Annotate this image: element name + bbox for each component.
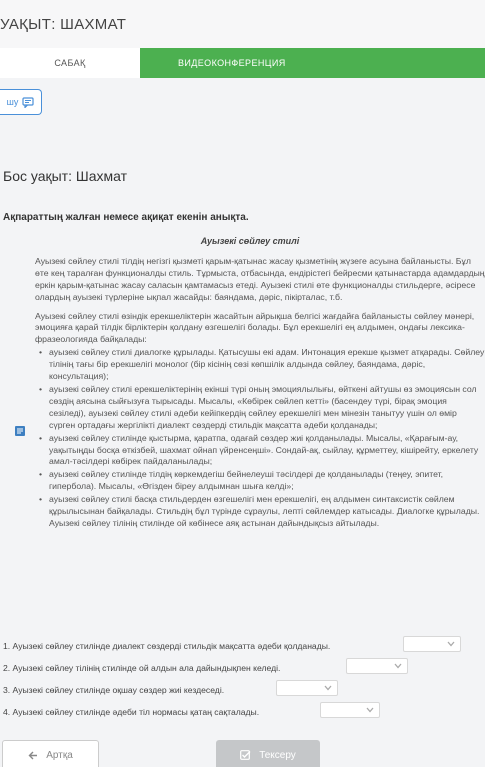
tab-lesson[interactable]: САБАҚ (0, 48, 140, 78)
paragraph-1: Ауызекі сөйлеу стилі тілдің негізгі қызметі қарым-қатынас жасау қызметінің жүзеге асуына байланысты. Бұл өте кең таралған функционалды стиль. Тұрмыста, отбасында, ендірістегі бейресми қатынастарда адамдардың еркін қарым-қатынас жасау саласын қамтамасыз етеді. Ауызекі стилі өте функционалды стильдерге, әсіресе олардың ауызекі түрлеріне ықпал жасайды: баяндама, дәріс, пікірталас, т.б. (35, 255, 485, 302)
question-1-dropdown[interactable] (403, 636, 461, 652)
chat-icon (22, 97, 34, 108)
text-heading: Ауызекі сөйлеу стилі (200, 236, 300, 246)
page-title: Бос уақыт: Шахмат (3, 168, 128, 184)
back-button-label: Артқа (46, 749, 73, 761)
chat-button[interactable] (0, 89, 42, 115)
chevron-down-icon (366, 707, 374, 713)
bullet-list (35, 347, 485, 530)
paragraph-2: Ауызекі сөйлеу стилі өзіндік ерекшеліктерін жасайтын айрықша белгісі жағдайға байланысты сөйлеу мәнері, эмоцияға қарай тілдік бірліктерін қолдану өзгешелігі болады. Бұл ерекшелігі ең алдымен, ондағы лексика-фразеологияда байқалады: (35, 310, 475, 345)
list-item: • ауызекі сөйлеу стилі ерекшеліктерінің екінші түрі оның эмоциялылығы, өйткені айтушы өз эмоциясын сол сөздің аясына сыйғызуға тырысады. Мысалы, «Көбірек сөйлеп кетті» (басендеу түрі, бірақ эмоция сезіледі), ауызекі сөйлеу стилі әдеби кейіпкердің сөйлеу ерекшелігі мен мінезін танытуу үшін ол өмір сүрген ортадағы жергілікті диалект сөздерді стильдік мақсатта әдеби қолданады; (35, 384, 485, 432)
tab-videoconference[interactable]: ВИДЕОКОНФЕРЕНЦИЯ (140, 48, 485, 78)
document-icon (14, 425, 26, 437)
chat-button-label: шу (6, 97, 19, 107)
question-3-dropdown[interactable] (276, 680, 338, 696)
question-4-text: 4. Ауызекі сөйлеу стилінде әдеби тіл нормасы қатаң сақталады. (3, 707, 260, 717)
list-item: • ауызекі сөйлеу стилінде қыстырма, қаратпа, одағай сөздер жиі қолданылады. Мысалы, «Қарағым-ау, уақытыңды босқа өткізбей, шахмат ойнап үйренсеңші». Сондай-ақ, сыйлау, құрметтеу, кішірейту, еркелету амал-тәсілдері көбірек пайдаланылады; (35, 433, 485, 469)
task-instruction: Ақпараттың жалған немесе ақиқат екенін анықта. (3, 212, 249, 223)
question-3-text: 3. Ауызекі сөйлеу стилінде оқшау сөздер жиі кездеседі. (3, 685, 225, 695)
check-button[interactable] (216, 740, 320, 767)
question-4-dropdown[interactable] (320, 702, 380, 718)
list-item: • ауызекі сөйлеу стилінде тілдің көркемдегіш бейнелеуші тәсілдері де қолданылады (теңеу, эпитет, гипербола). Мысалы, «Өгізден біреу алдымнан шыға келді»; (35, 469, 485, 493)
question-2-dropdown[interactable] (346, 658, 408, 674)
chevron-down-icon (394, 663, 402, 669)
chevron-down-icon (324, 685, 332, 691)
list-item: • ауызекі сөйлеу стилі басқа стильдерден өзгешелігі мен ерекшелігі, ең алдымен синтаксистік сөйлем құрылысынан байқалады. Стильдің бұл түрінде сұраулы, лепті сөйлемдер катысады. Диалогке құрылады. Ауызекі сөйлеу тілінің стилінде ой көбінесе аяқ астынан дайындықсыз айтылады. (35, 494, 485, 530)
check-button-label: Тексеру (259, 749, 296, 761)
header-bar (0, 0, 485, 48)
question-1-text: 1. Ауызекі сөйлеу стилінде диалект сөздерді стильдік мақсатта әдеби қолданады. (3, 641, 331, 651)
tab-bar (0, 48, 485, 78)
question-2-text: 2. Ауызекі сөйлеу тілінің стилінде ой алдын ала дайындықпен келеді. (3, 663, 281, 673)
list-item: • ауызекі сөйлеу стилі диалогке құрылады. Қатысушы екі адам. Интонация ерекше қызмет атқарады. Сөйлеу тілінің тағы бір ерекшелігі монолог (бір кісінің сөзі көпшілік алдында сөйлеу, баяндама, дәріс, консультация); (35, 347, 485, 383)
header-title: УАҚЫТ: ШАХМАТ (0, 15, 127, 33)
back-button[interactable] (2, 740, 99, 767)
arrow-left-icon (28, 751, 38, 760)
reading-text (35, 236, 485, 531)
chevron-down-icon (447, 641, 455, 647)
check-icon (240, 750, 251, 760)
